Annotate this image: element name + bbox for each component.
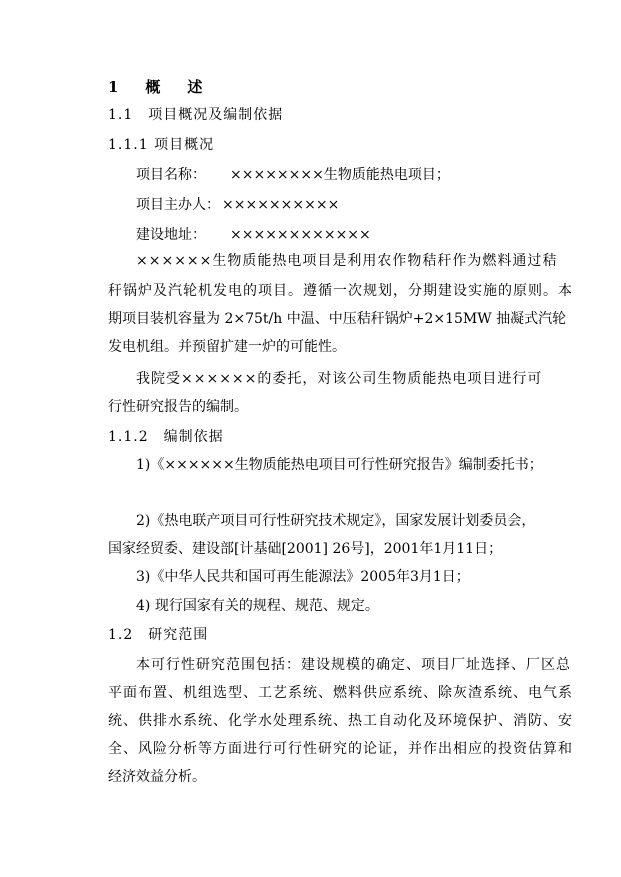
section-heading-1-1-1: 1.1.1 项目概况 [108,137,215,153]
basis-item-1: 1)《××××××生物质能热电项目可行性研究报告》编制委托书； [136,457,543,473]
paragraph-line: 本可行性研究范围包括：建设规模的确定、项目厂址选择、厂区总 [136,657,571,673]
project-name-value: ××××××××生物质能热电项目； [230,167,450,183]
section-heading-1-1: 1.1 项目概况及编制依据 [108,107,284,123]
basis-item-2: 2)《热电联产项目可行性研究技术规定》，国家发展计划委员会， [136,513,536,529]
project-owner-label: 项目主办人： [136,197,220,213]
basis-item-4: 4) 现行国家有关的规程、规范、规定。 [136,598,379,614]
section-heading-1-1-2: 1.1.2 编制依据 [108,429,224,445]
basis-item-2-cont: 国家经贸委、建设部[计基础[2001] 26号]，2001年1月11日； [108,541,503,557]
paragraph-line: 期项目装机容量为 2×75t/h 中温、中压秸秆锅炉+2×15MW 抽凝式汽轮 [108,311,567,327]
site-label: 建设地址： [136,227,206,243]
chapter-heading: 1 概 述 [108,78,209,96]
project-owner-value: ×××××××××× [222,197,340,213]
paragraph-line: 经济效益分析。 [108,769,206,785]
paragraph-line: 统、供排水系统、化学水处理系统、热工自动化及环境保护、消防、安 [108,713,573,729]
paragraph-line: 全、风险分析等方面进行可行性研究的论证，并作出相应的投资估算和 [108,741,573,757]
paragraph-line: 秆锅炉及汽轮机发电的项目。遵循一次规划，分期建设实施的原则。本 [108,283,573,299]
basis-item-3: 3)《中华人民共和国可再生能源法》2005年3月1日； [136,569,470,585]
paragraph-line: ××××××生物质能热电项目是利用农作物秸秆作为燃料通过秸 [136,253,558,269]
project-name-label: 项目名称： [136,167,206,183]
paragraph-line: 发电机组。并预留扩建一炉的可能性。 [108,339,346,355]
paragraph-line: 我院受××××××的委托，对该公司生物质能热电项目进行可 [136,371,543,387]
site-value: ×××××××××××× [230,227,371,243]
paragraph-line: 行性研究报告的编制。 [108,399,248,415]
paragraph-line: 平面布置、机组选型、工艺系统、燃料供应系统、除灰渣系统、电气系 [108,685,573,701]
section-heading-1-2: 1.2 研究范围 [108,627,209,643]
